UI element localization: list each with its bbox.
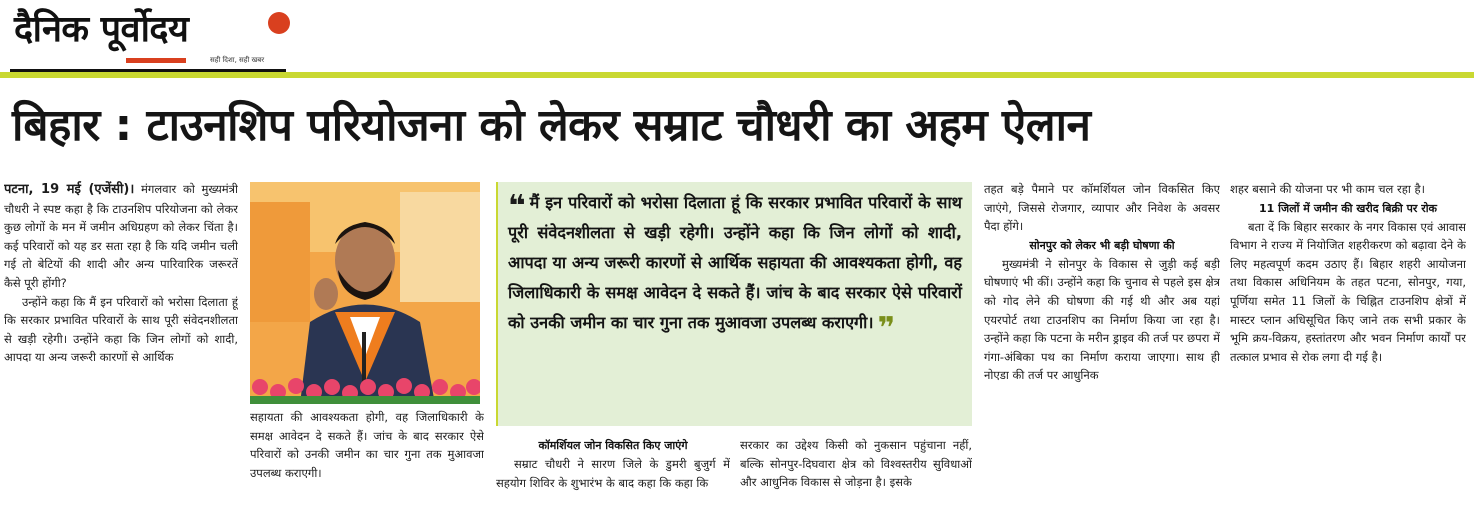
logo-tagline: सही दिशा, सही खबर [210,56,265,64]
article-photo [250,182,480,404]
article-column-3 [496,436,730,528]
article-paragraph: सरकार का उद्देश्य किसी को नुकसान पहुंचाना नहीं, बल्कि सोनपुर-दिघवारा क्षेत्र को विश्वस्तरीय सुविधाओं और आधुनिक विकास से जोड़ना है। इसके [740,438,972,490]
logo-title: दैनिक पूर्वोदय [14,9,189,50]
quote-body: मैं इन परिवारों को भरोसा दिलाता हूं कि सरकार प्रभावित परिवारों के साथ पूरी संवेदनशीलता से खड़ी रहेगी। उन्होंने कहा कि जिन लोगों को शादी, आपदा या अन्य जरूरी कारणों से आर्थिक सहायता की आवश्यकता होगी, वह जिलाधिकारी के समक्ष आवेदन दे सकते हैं। जांच के बाद सरकार ऐसे परिवारों को उनकी जमीन का चार गुना तक मुआवजा उपलब्ध कराएगी। [508,193,962,332]
article-paragraph: मुख्यमंत्री ने सोनपुर के विकास से जुड़ी कई बड़ी घोषणाएं भी कीं। उन्होंने कहा कि चुनाव से पहले इस क्षेत्र को गोद लेने की घोषणा की गई थी और अब यहां एयरपोर्ट तथा टाउनशिप का निर्माण किया जा रहा है। उन्होंने कहा कि पटना के मरीन ड्राइव की तर्ज पर छपरा में गंगा-अंबिका पथ का निर्माण कराया जाएगा। साथ ही नोएडा की तर्ज पर आधुनिक [984,256,1220,383]
subheading-commercial-zone: कॉमर्शियल जोन विकसित किए जाएंगे [538,439,688,452]
article-column-4 [740,436,972,528]
masthead-rule [0,72,1474,78]
subheading-sonpur: सोनपुर को लेकर भी बड़ी घोषणा की [1029,238,1175,252]
opening-quote-icon: ❝ [508,189,526,224]
newspaper-logo[interactable] [14,6,286,68]
dateline: पटना, 19 मई (एजेंसी)। [4,182,135,197]
masthead [0,0,1474,78]
article-paragraph: तहत बड़े पैमाने पर कॉमर्शियल जोन विकसित किए जाएंगे, जिससे रोजगार, व्यापार और निवेश के अवसर पैदा होंगे। [984,182,1220,234]
article-paragraph: बता दें कि बिहार सरकार के नगर विकास एवं आवास विभाग ने राज्य में नियोजित शहरीकरण को बढ़ावा देने के लिए महत्वपूर्ण कदम उठाए हैं। बिहार शहरी आयोजना तथा विकास अधिनियम के तहत पटना, सोनपुर, गया, पूर्णिया समेत 11 जिलों के चिह्नित टाउनशिप क्षेत्रों में मास्टर प्लान अधिसूचित किए जाने तक सभी प्रकार के भूमि क्रय-विक्रय, हस्तांतरण और भवन निर्माण कार्यों पर तत्काल प्रभाव से रोक लगा दी गई है। [1230,219,1466,364]
article-column-5 [984,180,1220,528]
lead-text: मंगलवार को मुख्यमंत्री चौधरी ने स्पष्ट कहा है कि टाउनशिप परियोजना को लेकर कुछ लोगों के मन में जमीन अधिग्रहण को लेकर चिंता है। कई परिवारों को यह डर सता रहा है कि यदि जमीन चली गई तो बेटियों की शादी और अन्य पारिवारिक जरूरतें कैसे पूरी होंगी? [4,182,238,290]
article-column-1 [4,180,238,528]
closing-quote-icon: ❞ [877,311,896,346]
article-paragraph: सहायता की आवश्यकता होगी, वह जिलाधिकारी के समक्ष आवेदन दे सकते हैं। जांच के बाद सरकार ऐसे परिवारों को उनकी जमीन का चार गुना तक मुआवजा उपलब्ध कराएगी। [250,410,484,480]
article-column-6 [1230,180,1466,528]
article-paragraph: शहर बसाने की योजना पर भी काम चल रहा है। [1230,182,1425,196]
speaker-photo-illustration [250,182,480,404]
pull-quote-text [508,188,962,346]
page-title: बिहार : टाउनशिप परियोजना को लेकर सम्राट चौधरी का अहम ऐलान [12,100,1091,151]
article-paragraph: सम्राट चौधरी ने सारण जिले के डुमरी बुजुर्ग में सहयोग शिविर के शुभारंभ के बाद कहा कि कहा कि [496,457,730,490]
logo-accent-bar [126,58,186,63]
article-lead-paragraph [4,180,238,293]
subheading-districts: 11 जिलों में जमीन की खरीद बिक्री पर रोक [1259,201,1437,215]
article-column-2 [250,408,484,528]
pull-quote [496,182,972,426]
article-paragraph: उन्होंने कहा कि मैं इन परिवारों को भरोसा दिलाता हूं कि सरकार प्रभावित परिवारों के साथ पूरी संवेदनशीलता से खड़ी रहेगी। उन्होंने कहा कि जिन लोगों को शादी, आपदा या अन्य जरूरी कारणों से आर्थिक [4,294,238,365]
logo-dot-icon [268,12,290,34]
